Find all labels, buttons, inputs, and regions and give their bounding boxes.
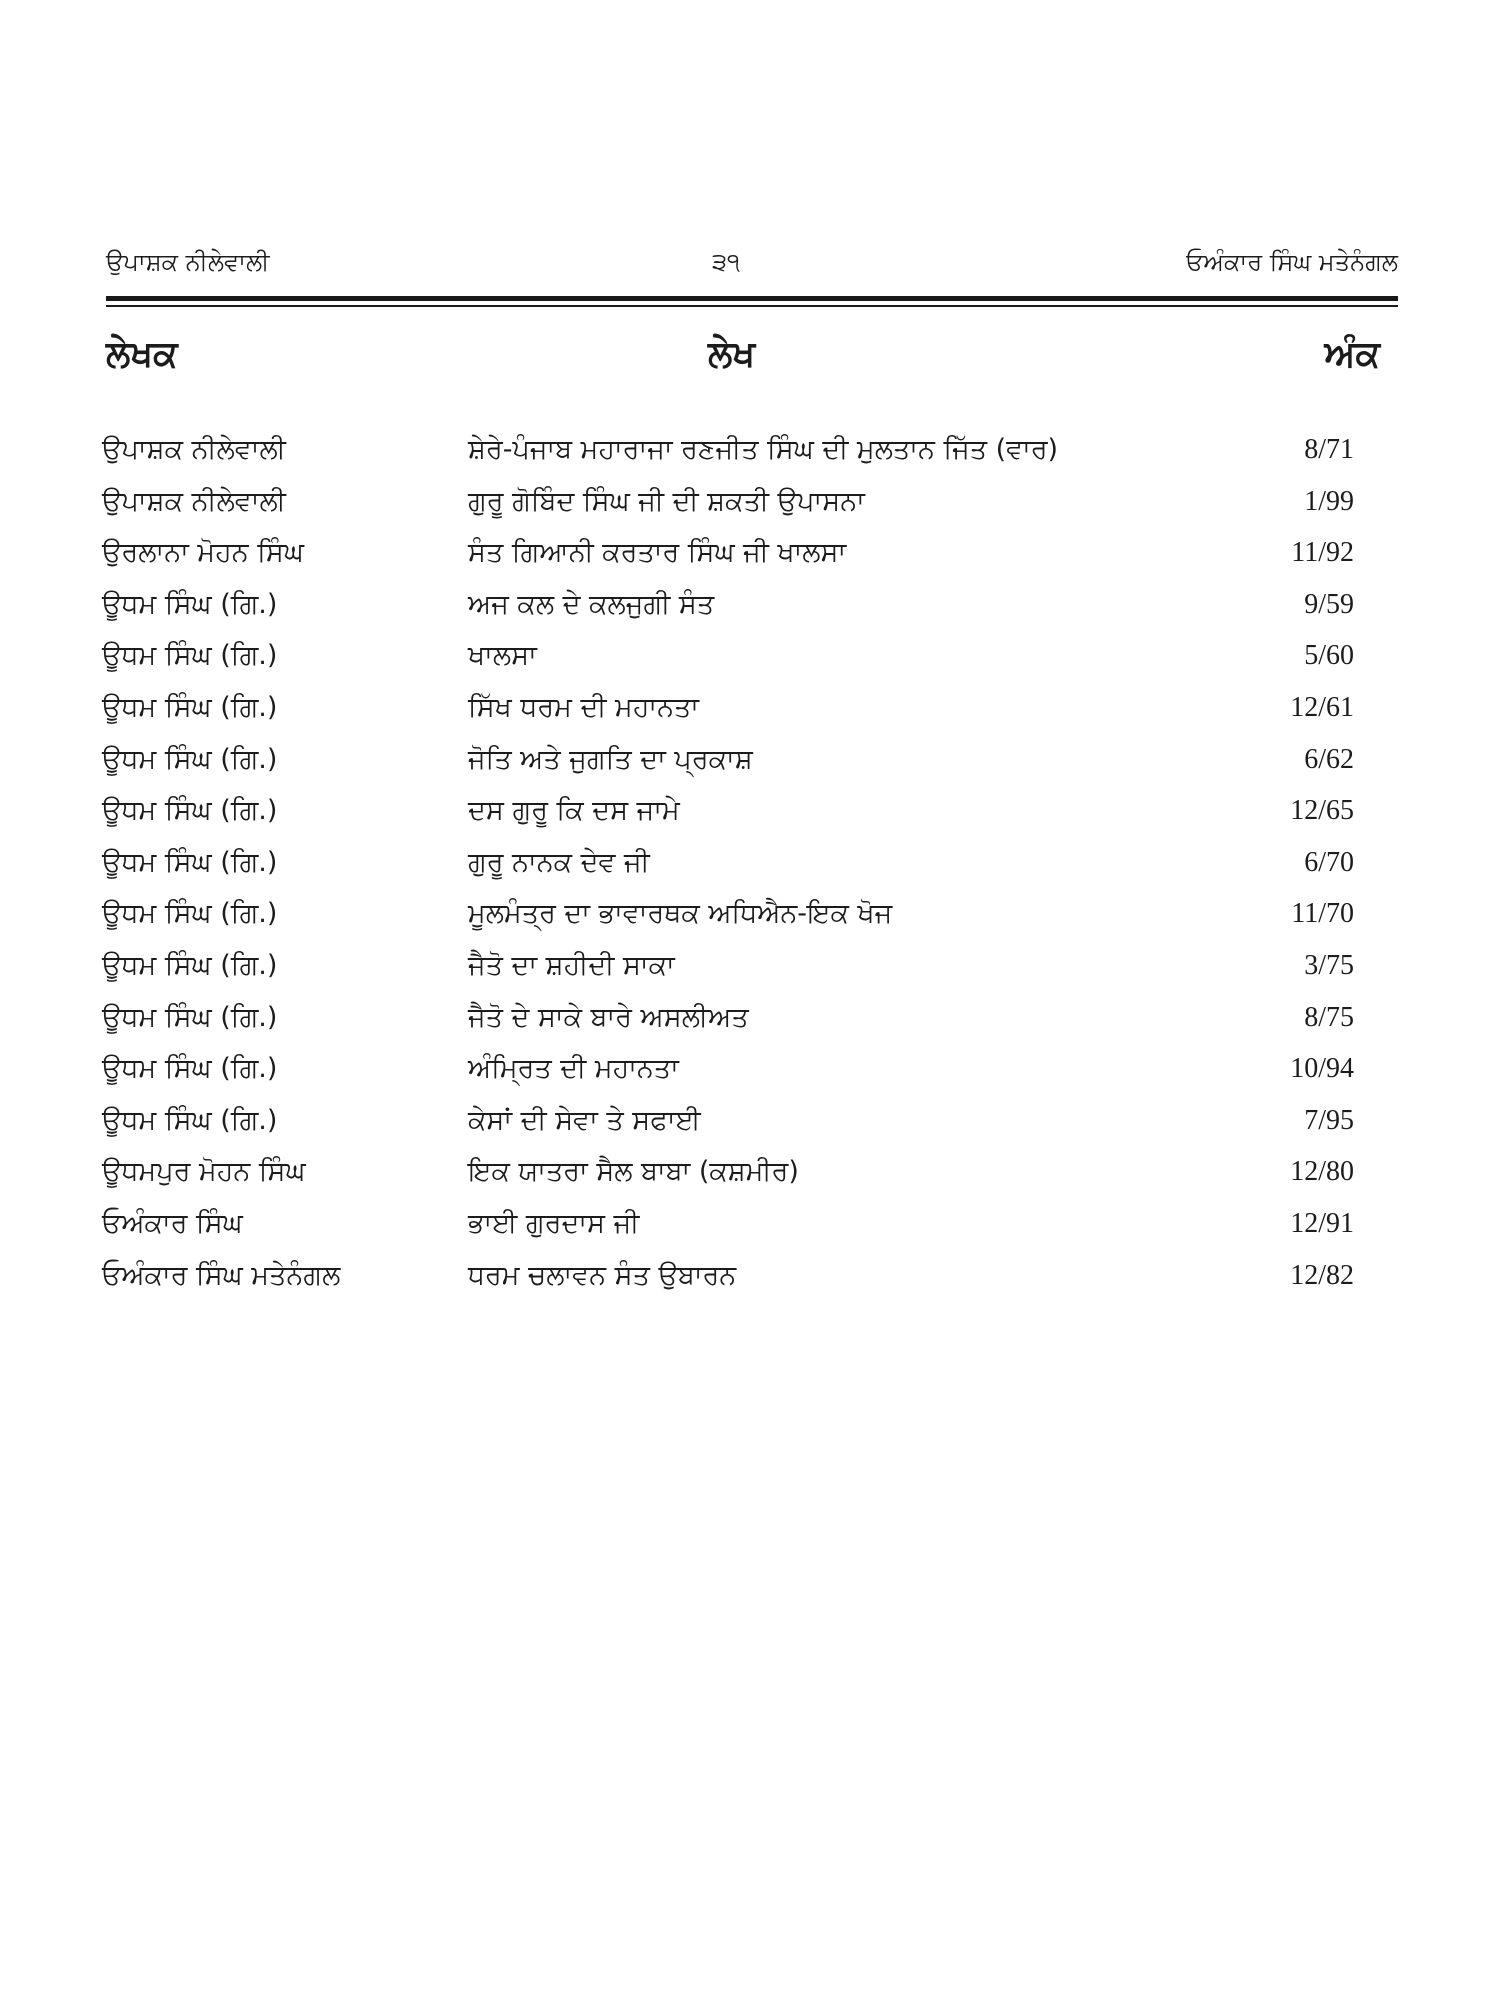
entry-title: ਖਾਲਸਾ — [468, 640, 537, 672]
entry-author: ਊਧਮ ਸਿੰਘ (ਗਿ.) — [102, 795, 278, 827]
column-headings — [106, 330, 1398, 380]
entry-issue: 12/91 — [1290, 1207, 1354, 1239]
header-rule-thick — [106, 296, 1398, 301]
entry-title: ਅਜ ਕਲ ਦੇ ਕਲਜੁਗੀ ਸੰਤ — [468, 588, 715, 620]
entry-title: ਸੰਤ ਗਿਆਨੀ ਕਰਤਾਰ ਸਿੰਘ ਜੀ ਖਾਲਸਾ — [468, 537, 847, 569]
index-entry — [96, 837, 1366, 889]
index-entry — [96, 527, 1366, 579]
index-entry — [96, 940, 1366, 992]
entry-author: ਊਧਮ ਸਿੰਘ (ਗਿ.) — [102, 743, 278, 775]
entry-title: ਮੂਲਮੰਤ੍ਰ ਦਾ ਭਾਵਾਰਥਕ ਅਧਿਐਨ-ਇਕ ਖੋਜ — [468, 898, 893, 930]
index-entry — [96, 992, 1366, 1044]
entry-issue: 5/60 — [1304, 640, 1354, 672]
entry-author: ਊਧਮ ਸਿੰਘ (ਗਿ.) — [102, 1104, 278, 1136]
entry-author: ਓਅੰਕਾਰ ਸਿੰਘ ਮਤੇਨੰਗਲ — [102, 1259, 341, 1291]
index-entry — [96, 1146, 1366, 1198]
header-rule-thin — [106, 305, 1398, 307]
entry-title: ਜੈਤੋ ਦਾ ਸ਼ਹੀਦੀ ਸਾਕਾ — [468, 949, 675, 981]
index-entry — [96, 424, 1366, 476]
column-heading-author: ਲੇਖਕ — [106, 334, 178, 375]
entry-issue: 8/71 — [1304, 434, 1354, 465]
index-entry — [96, 630, 1366, 682]
entry-issue: 7/95 — [1304, 1104, 1354, 1136]
entry-title: ਅੰਮ੍ਰਿਤ ਦੀ ਮਹਾਨਤਾ — [468, 1053, 679, 1085]
index-entry — [96, 1250, 1366, 1302]
entry-author: ਉਪਾਸ਼ਕ ਨੀਲੇਵਾਲੀ — [102, 434, 286, 465]
page-number: ੩੧ — [712, 248, 740, 276]
entry-issue: 12/80 — [1290, 1156, 1354, 1188]
index-entry — [96, 888, 1366, 940]
entry-title: ਸ਼ੇਰੇ-ਪੰਜਾਬ ਮਹਾਰਾਜਾ ਰਣਜੀਤ ਸਿੰਘ ਦੀ ਮੁਲਤਾਨ ਜਿੱਤ (ਵਾਰ) — [468, 434, 1059, 465]
entry-author: ਊਧਮ ਸਿੰਘ (ਗਿ.) — [102, 1001, 278, 1033]
index-entry — [96, 1043, 1366, 1095]
entry-title: ਗੁਰੂ ਨਾਨਕ ਦੇਵ ਜੀ — [468, 846, 650, 878]
entry-author: ਊਧਮ ਸਿੰਘ (ਗਿ.) — [102, 846, 278, 878]
running-header — [106, 242, 1398, 282]
index-entry — [96, 476, 1366, 528]
index-entries — [96, 424, 1366, 1301]
index-entry — [96, 785, 1366, 837]
entry-title: ਸਿੱਖ ਧਰਮ ਦੀ ਮਹਾਨਤਾ — [468, 691, 700, 723]
entry-issue: 12/82 — [1290, 1259, 1354, 1291]
index-entry — [96, 1095, 1366, 1147]
column-heading-article: ਲੇਖ — [708, 334, 756, 375]
header-right-author: ਓਅੰਕਾਰ ਸਿੰਘ ਮਤੇਨੰਗਲ — [1186, 248, 1398, 276]
entry-issue: 12/61 — [1290, 691, 1354, 723]
entry-author: ਊਧਮਪੁਰ ਮੋਹਨ ਸਿੰਘ — [102, 1156, 306, 1188]
entry-issue: 11/70 — [1291, 898, 1354, 930]
entry-title: ਭਾਈ ਗੁਰਦਾਸ ਜੀ — [468, 1207, 640, 1239]
entry-title: ਇਕ ਯਾਤਰਾ ਸੈਲ ਬਾਬਾ (ਕਸ਼ਮੀਰ) — [468, 1156, 799, 1188]
entry-author: ਊਧਮ ਸਿੰਘ (ਗਿ.) — [102, 898, 278, 930]
entry-author: ਊਧਮ ਸਿੰਘ (ਗਿ.) — [102, 691, 278, 723]
entry-title: ਦਸ ਗੁਰੂ ਕਿ ਦਸ ਜਾਮੇ — [468, 795, 680, 827]
entry-title: ਕੇਸਾਂ ਦੀ ਸੇਵਾ ਤੇ ਸਫਾਈ — [468, 1104, 701, 1136]
entry-author: ਓਅੰਕਾਰ ਸਿੰਘ — [102, 1207, 243, 1239]
entry-issue: 12/65 — [1290, 795, 1354, 827]
index-entry — [96, 1198, 1366, 1250]
index-entry — [96, 734, 1366, 786]
index-entry — [96, 682, 1366, 734]
entry-author: ਊਧਮ ਸਿੰਘ (ਗਿ.) — [102, 588, 278, 620]
entry-issue: 8/75 — [1304, 1001, 1354, 1033]
header-left-author: ਉਪਾਸ਼ਕ ਨੀਲੇਵਾਲੀ — [106, 248, 270, 276]
entry-title: ਧਰਮ ਚਲਾਵਨ ਸੰਤ ਉਬਾਰਨ — [468, 1259, 737, 1291]
entry-issue: 6/70 — [1304, 846, 1354, 878]
entry-issue: 10/94 — [1290, 1053, 1354, 1085]
entry-issue: 11/92 — [1291, 537, 1354, 569]
column-heading-issue: ਅੰਕ — [1324, 334, 1380, 375]
entry-issue: 3/75 — [1304, 949, 1354, 981]
entry-issue: 6/62 — [1304, 743, 1354, 775]
entry-author: ਊਧਮ ਸਿੰਘ (ਗਿ.) — [102, 640, 278, 672]
entry-author: ਉਪਾਸ਼ਕ ਨੀਲੇਵਾਲੀ — [102, 485, 286, 517]
entry-title: ਜੋਤਿ ਅਤੇ ਜੁਗਤਿ ਦਾ ਪ੍ਰਕਾਸ਼ — [468, 743, 753, 775]
entry-issue: 9/59 — [1304, 588, 1354, 620]
entry-author: ਉਰਲਾਨਾ ਮੋਹਨ ਸਿੰਘ — [102, 537, 304, 569]
entry-author: ਊਧਮ ਸਿੰਘ (ਗਿ.) — [102, 1053, 278, 1085]
entry-title: ਗੁਰੂ ਗੋਬਿੰਦ ਸਿੰਘ ਜੀ ਦੀ ਸ਼ਕਤੀ ਉਪਾਸਨਾ — [468, 485, 865, 517]
entry-issue: 1/99 — [1304, 485, 1354, 517]
entry-author: ਊਧਮ ਸਿੰਘ (ਗਿ.) — [102, 949, 278, 981]
entry-title: ਜੈਤੋ ਦੇ ਸਾਕੇ ਬਾਰੇ ਅਸਲੀਅਤ — [468, 1001, 749, 1033]
index-entry — [96, 579, 1366, 631]
